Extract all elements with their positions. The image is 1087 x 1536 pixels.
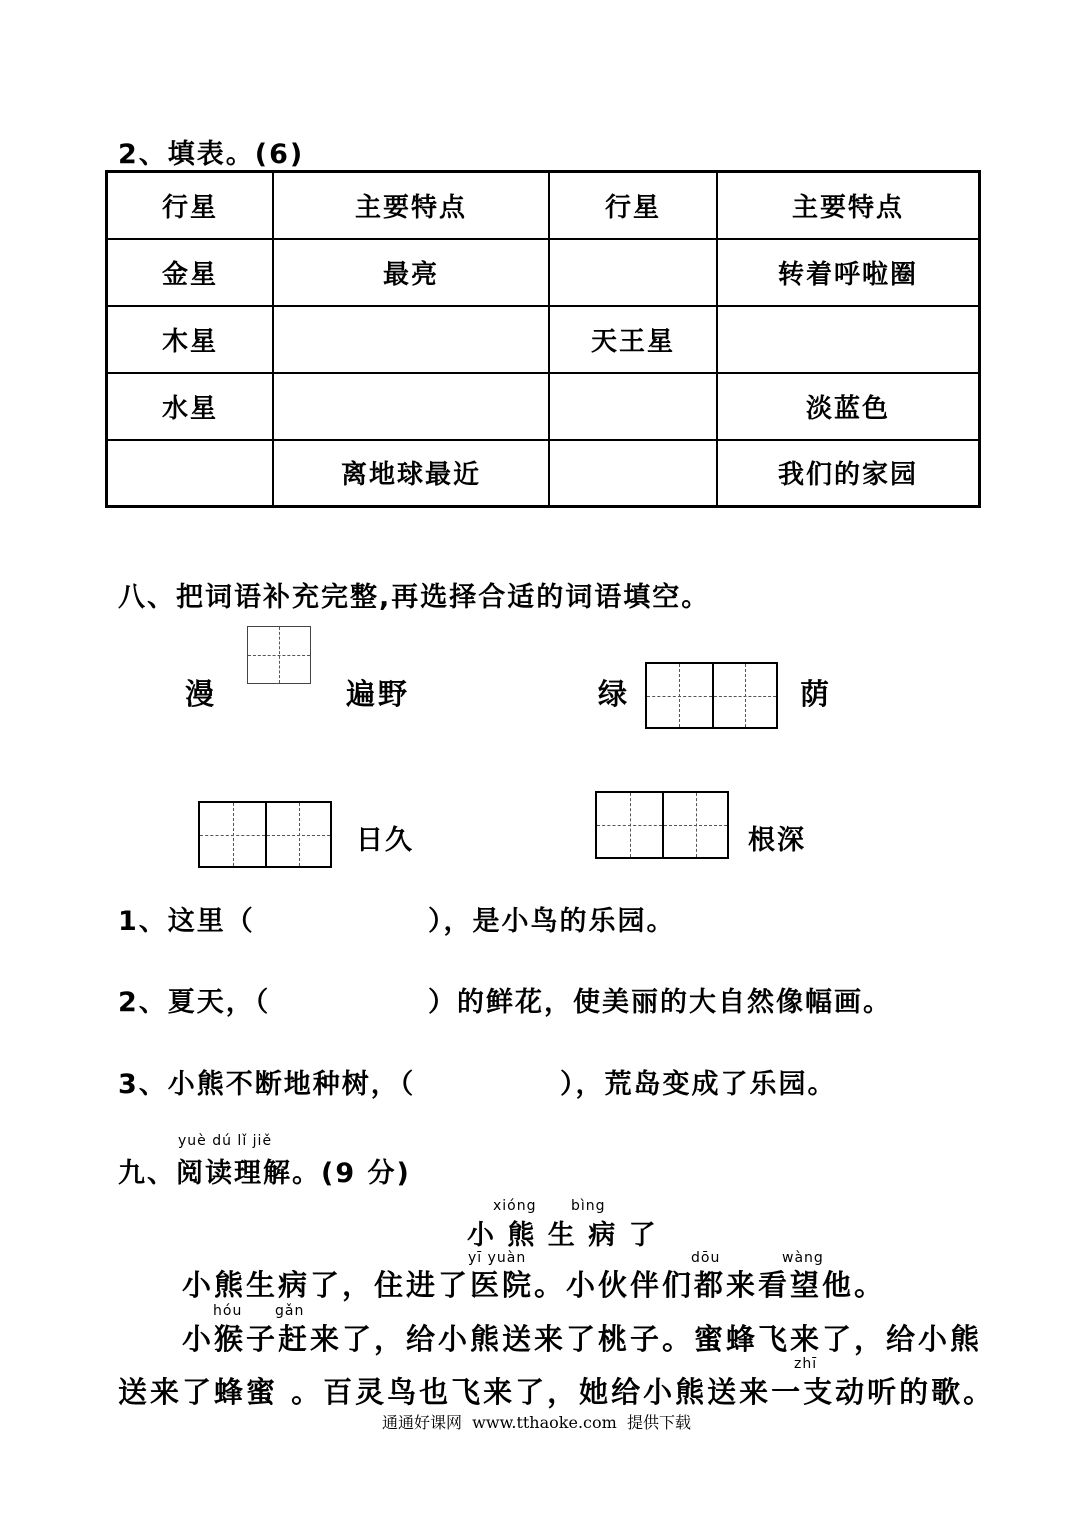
sentence1-end: ），是小鸟的乐园。 [428, 906, 676, 937]
table-cell: 天王星 [549, 306, 717, 373]
table-cell: 淡蓝色 [717, 373, 980, 440]
planet-table [105, 170, 981, 508]
table-blank-cell[interactable] [273, 373, 549, 440]
table-blank-cell[interactable] [107, 440, 274, 507]
word1-blank-grid[interactable] [247, 626, 311, 684]
p2-pinyin-gan: gǎn [275, 1303, 305, 1319]
word4-after: 根深 [748, 825, 806, 856]
table-cell: 我们的家园 [717, 440, 980, 507]
p1-pinyin-yiyuan: yī yuàn [468, 1250, 527, 1266]
p2-pinyin-zhi: zhī [794, 1356, 818, 1372]
table-header-cell: 主要特点 [717, 172, 980, 239]
table-blank-cell[interactable] [549, 373, 717, 440]
table-blank-cell[interactable] [549, 440, 717, 507]
table-section-heading: 2、填表。(6) [118, 139, 305, 170]
word2-before: 绿 [598, 677, 631, 711]
story-paragraph-1: 小熊生病了，住进了医院。小伙伴们都来看望他。 [182, 1268, 887, 1302]
sentence3-start: 3、小熊不断地种树，（ [118, 1069, 416, 1100]
word1-before: 漫 [185, 677, 218, 711]
table-cell: 水星 [107, 373, 274, 440]
word2-blank-grid[interactable] [645, 662, 778, 729]
page-footer: 通通好课网 www.tthaoke.com 提供下载 [382, 1413, 691, 1432]
section-nine-heading: 九、阅读理解。(9 分) [118, 1158, 411, 1189]
sentence1-start: 1、这里（ [118, 906, 255, 937]
sentence2-start: 2、夏天，（ [118, 987, 271, 1018]
section-nine-pinyin: yuè dú lǐ jiě [178, 1133, 273, 1149]
table-row [107, 373, 980, 440]
table-header-row [107, 172, 980, 239]
story-paragraph-2-line-1: 小猴子赶来了，给小熊送来了桃子。蜜蜂飞来了，给小熊 [182, 1322, 983, 1356]
table-blank-cell[interactable] [273, 306, 549, 373]
p1-pinyin-wang: wàng [782, 1250, 824, 1266]
table-header-cell: 主要特点 [273, 172, 549, 239]
table-cell: 离地球最近 [273, 440, 549, 507]
section-eight-heading: 八、把词语补充完整,再选择合适的词语填空。 [118, 582, 711, 613]
sentence2-end: ）的鲜花，使美丽的大自然像幅画。 [428, 987, 892, 1018]
table-blank-cell[interactable] [717, 306, 980, 373]
table-row [107, 306, 980, 373]
p2-pinyin-hou: hóu [213, 1303, 243, 1319]
table-cell: 木星 [107, 306, 274, 373]
story-title: 小 熊 生 病 了 [467, 1220, 658, 1251]
table-row [107, 440, 980, 507]
sentence3-end: ），荒岛变成了乐园。 [560, 1069, 837, 1100]
title-pinyin-xiong: xióng [493, 1198, 537, 1214]
story-paragraph-2-line-2: 送来了蜂蜜 。百灵鸟也飞来了，她给小熊送来一支动听的歌。 [118, 1375, 996, 1409]
table-cell: 转着呼啦圈 [717, 239, 980, 306]
word3-after: 日久 [356, 825, 414, 856]
word2-after: 荫 [800, 677, 833, 711]
word4-blank-grid[interactable] [595, 791, 729, 859]
title-pinyin-bing: bìng [571, 1198, 606, 1214]
p1-pinyin-dou: dōu [691, 1250, 721, 1266]
word1-after: 遍野 [346, 677, 411, 711]
table-cell: 金星 [107, 239, 274, 306]
table-blank-cell[interactable] [549, 239, 717, 306]
table-row [107, 239, 980, 306]
table-cell: 最亮 [273, 239, 549, 306]
table-header-cell: 行星 [549, 172, 717, 239]
word3-blank-grid[interactable] [198, 801, 332, 868]
table-header-cell: 行星 [107, 172, 274, 239]
